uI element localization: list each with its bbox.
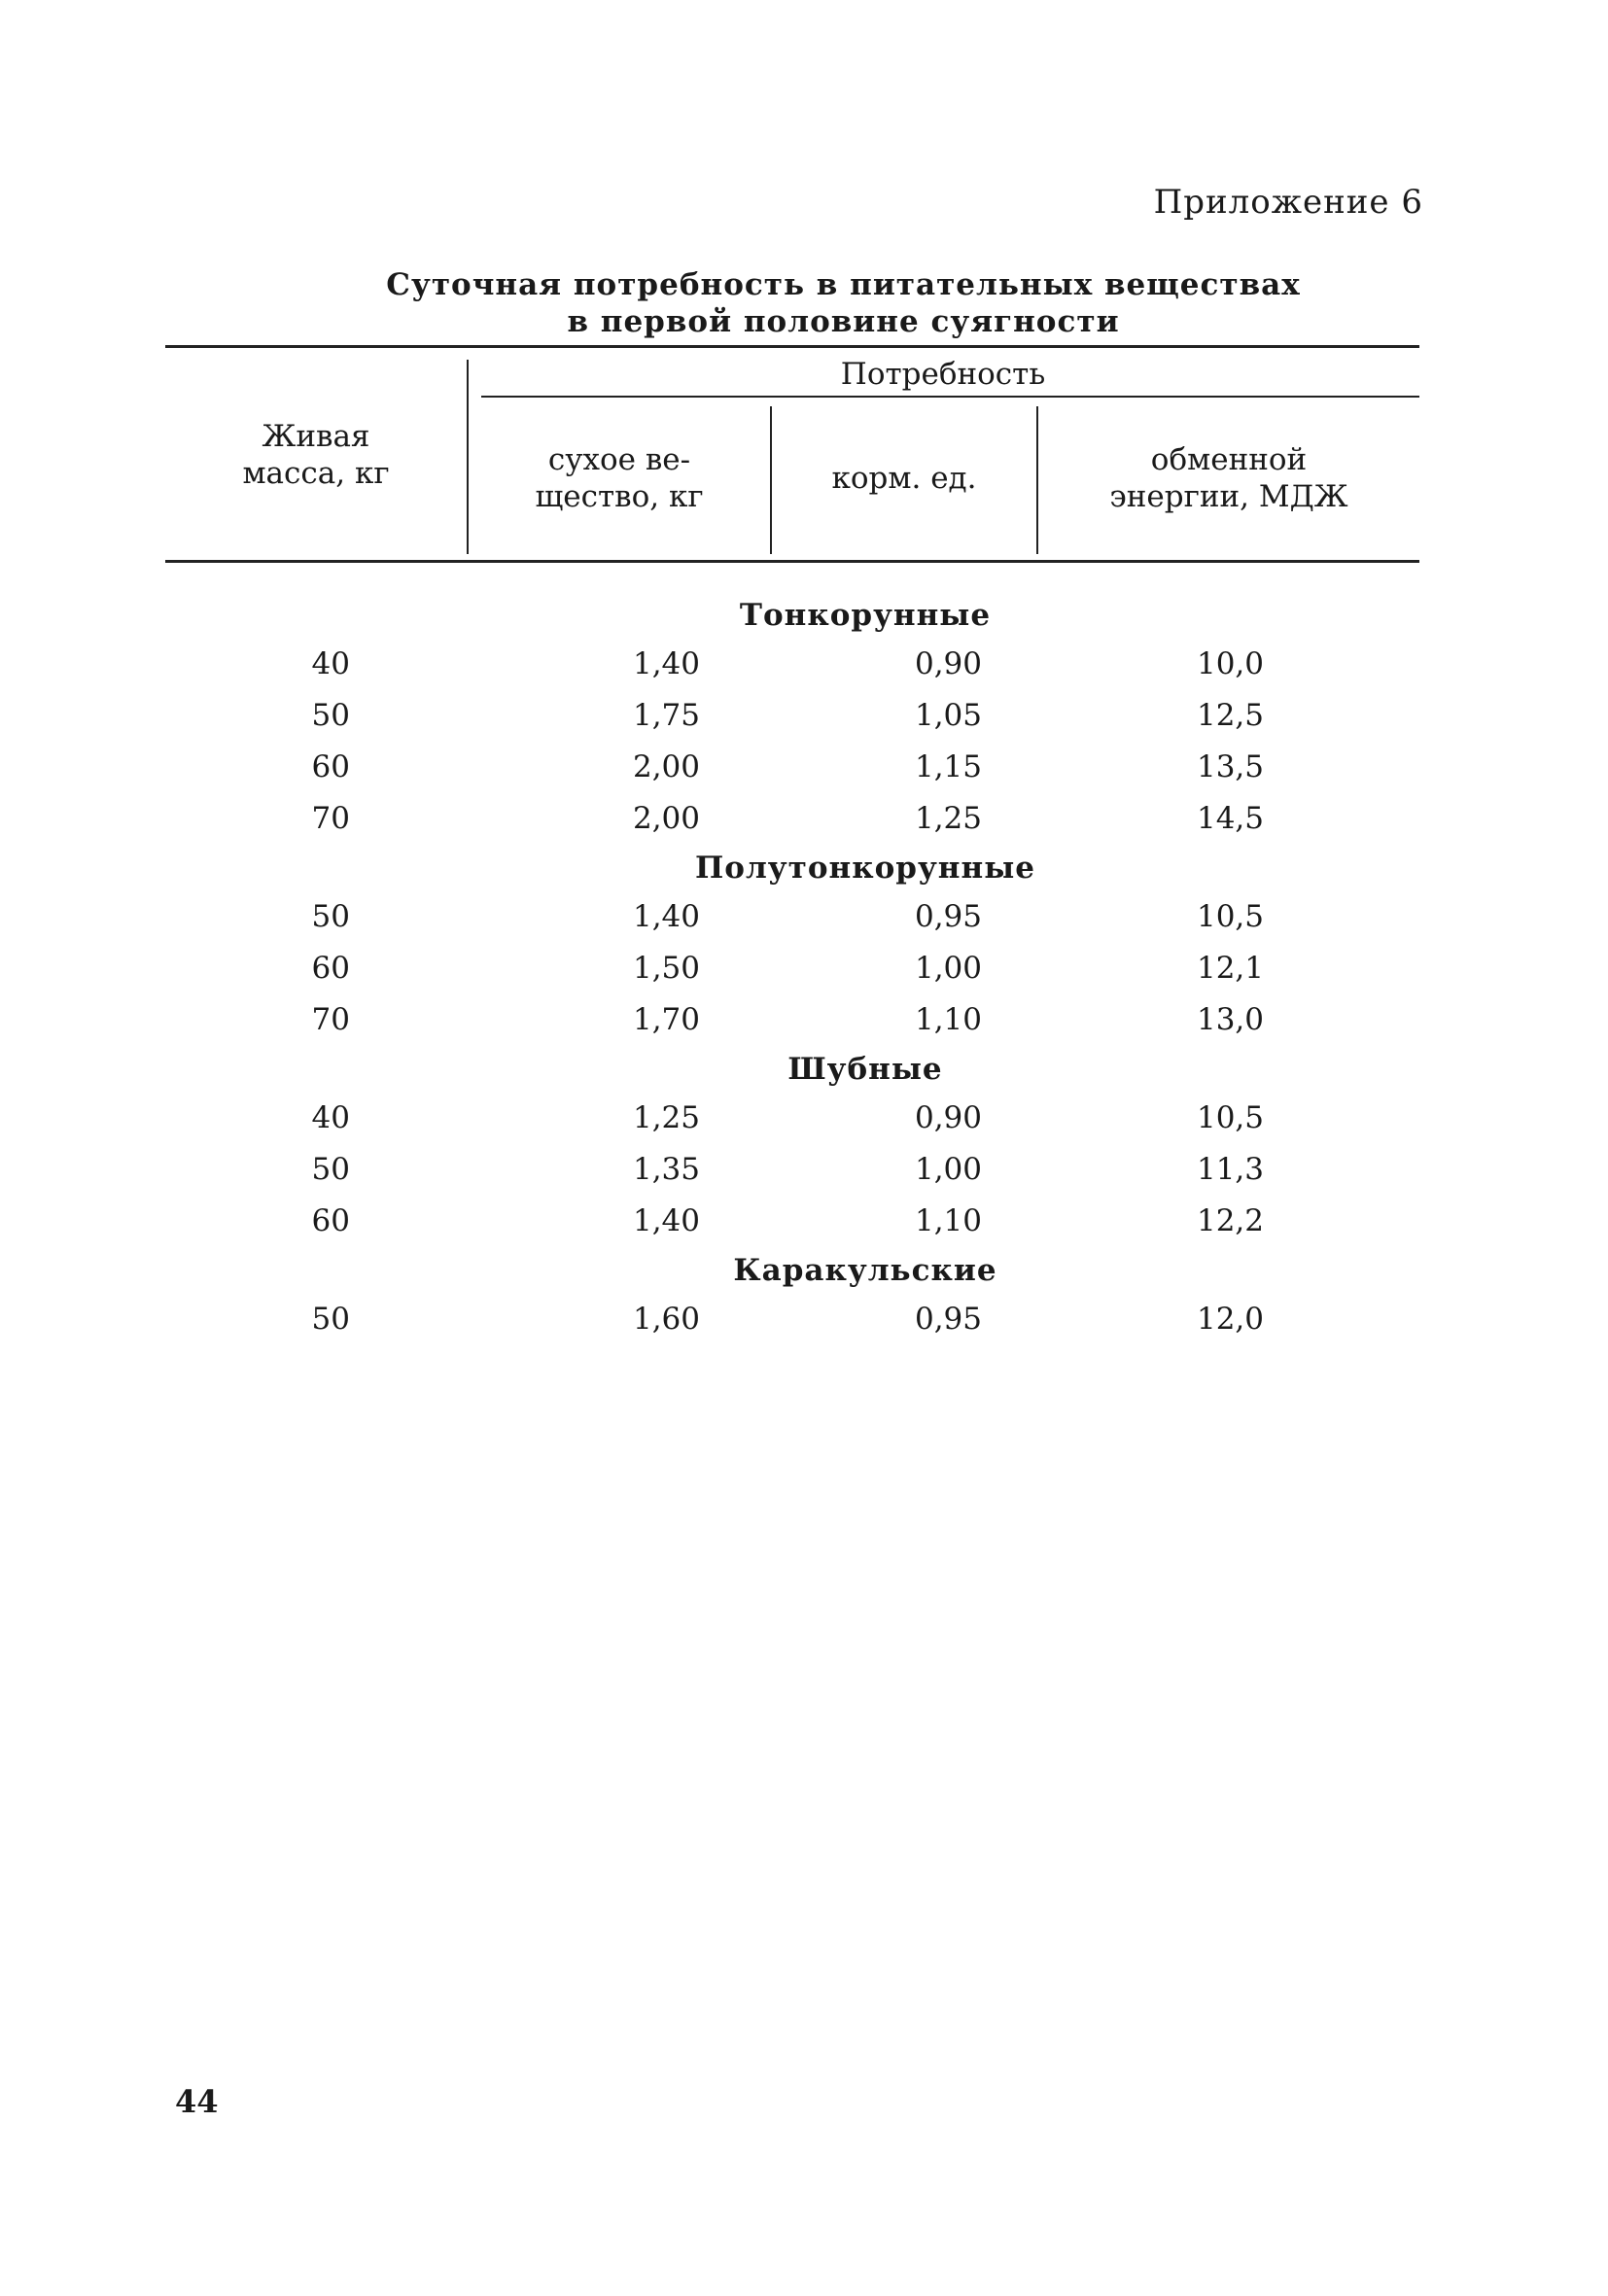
cell-energy: 10,0 [1196, 646, 1264, 681]
table-title [165, 266, 1419, 340]
cell-live-mass: 50 [311, 899, 350, 934]
cell-dry-matter: 2,00 [632, 749, 700, 784]
cell-live-mass: 60 [311, 1203, 350, 1238]
cell-feed-units: 1,10 [914, 1203, 982, 1238]
nutrient-table [165, 345, 1419, 1345]
cell-energy: 12,1 [1196, 951, 1264, 986]
table-row [165, 943, 1419, 994]
cell-energy: 12,5 [1196, 698, 1264, 733]
cell-dry-matter: 1,25 [632, 1100, 700, 1135]
cell-feed-units: 1,00 [914, 951, 982, 986]
cell-live-mass: 50 [311, 698, 350, 733]
appendix-label: Приложение 6 [1153, 183, 1423, 222]
cell-dry-matter: 1,75 [632, 698, 700, 733]
cell-dry-matter: 1,40 [632, 899, 700, 934]
section-label: Полутонкорунные [695, 851, 1035, 886]
cell-live-mass: 50 [311, 1302, 350, 1337]
cell-energy: 10,5 [1196, 899, 1264, 934]
cell-dry-matter: 1,40 [632, 1203, 700, 1238]
table-header [165, 345, 1419, 563]
header-live-mass: Живая масса, кг [242, 419, 390, 491]
header-energy: обменной энергии, МДЖ [1109, 442, 1348, 514]
section-label: Шубные [787, 1052, 943, 1087]
section-label: Тонкорунные [739, 598, 992, 633]
table-row [165, 1144, 1419, 1196]
cell-live-mass: 40 [311, 646, 350, 681]
table-title-line1: Суточная потребность в питательных веществах [386, 267, 1301, 302]
table-row [165, 891, 1419, 943]
cell-feed-units: 0,95 [914, 1302, 982, 1337]
cell-dry-matter: 1,35 [632, 1152, 700, 1187]
cell-live-mass: 50 [311, 1152, 350, 1187]
cell-dry-matter: 1,70 [632, 1002, 700, 1037]
cell-dry-matter: 1,60 [632, 1302, 700, 1337]
cell-energy: 10,5 [1196, 1100, 1264, 1135]
table-row [165, 994, 1419, 1046]
cell-live-mass: 60 [311, 951, 350, 986]
cell-energy: 13,5 [1196, 749, 1264, 784]
table-row [165, 1093, 1419, 1144]
cell-feed-units: 0,90 [914, 1100, 982, 1135]
cell-dry-matter: 2,00 [632, 801, 700, 836]
table-body [165, 563, 1419, 1345]
cell-feed-units: 0,90 [914, 646, 982, 681]
cell-feed-units: 1,10 [914, 1002, 982, 1037]
cell-dry-matter: 1,50 [632, 951, 700, 986]
table-title-line2: в первой половине суягности [567, 304, 1120, 339]
cell-energy: 12,0 [1196, 1302, 1264, 1337]
header-feed-units: корм. ед. [831, 461, 977, 496]
cell-feed-units: 0,95 [914, 899, 982, 934]
cell-live-mass: 60 [311, 749, 350, 784]
table-row [165, 742, 1419, 793]
cell-feed-units: 1,15 [914, 749, 982, 784]
table-row [165, 1294, 1419, 1345]
cell-energy: 13,0 [1196, 1002, 1264, 1037]
cell-energy: 12,2 [1196, 1203, 1264, 1238]
cell-energy: 14,5 [1196, 801, 1264, 836]
page-number: 44 [175, 2083, 219, 2120]
cell-live-mass: 40 [311, 1100, 350, 1135]
cell-feed-units: 1,25 [914, 801, 982, 836]
table-row [165, 793, 1419, 845]
cell-live-mass: 70 [311, 801, 350, 836]
header-dry-matter: сухое ве- щество, кг [535, 442, 704, 514]
cell-feed-units: 1,05 [914, 698, 982, 733]
cell-live-mass: 70 [311, 1002, 350, 1037]
section-label: Каракульские [733, 1253, 997, 1288]
table-row [165, 639, 1419, 690]
table-row [165, 690, 1419, 742]
table-row [165, 1196, 1419, 1247]
header-group-rule [481, 396, 1419, 398]
cell-feed-units: 1,00 [914, 1152, 982, 1187]
cell-dry-matter: 1,40 [632, 646, 700, 681]
header-requirement: Потребность [840, 357, 1046, 392]
cell-energy: 11,3 [1196, 1152, 1264, 1187]
